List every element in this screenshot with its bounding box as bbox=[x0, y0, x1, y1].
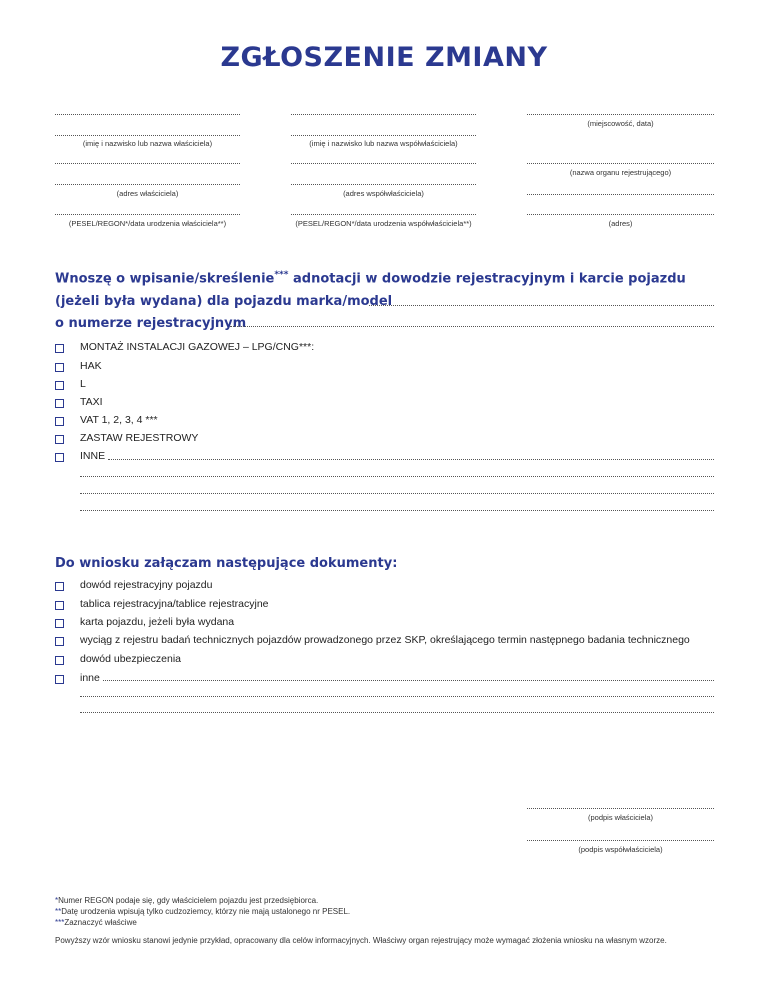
checkbox-hitch[interactable] bbox=[55, 363, 64, 372]
checkbox-inspection-extract[interactable] bbox=[55, 637, 64, 646]
option-taxi: TAXI bbox=[80, 396, 103, 408]
checkbox-gas-installation[interactable] bbox=[55, 344, 64, 353]
request-line3: o numerze rejestracyjnym bbox=[55, 316, 247, 331]
checkbox-vat[interactable] bbox=[55, 417, 64, 426]
coowner-signature-field[interactable] bbox=[527, 840, 714, 841]
owner-name-caption: (imię i nazwisko lub nazwa właściciela) bbox=[82, 139, 213, 148]
place-date-caption: (miejscowość, data) bbox=[587, 119, 654, 128]
checkbox-other-annotation[interactable] bbox=[55, 453, 64, 462]
option-l: L bbox=[80, 378, 86, 390]
checkbox-license-plates[interactable] bbox=[55, 601, 64, 610]
coowner-signature-caption: (podpis współwłaściciela) bbox=[578, 845, 663, 854]
checkbox-insurance[interactable] bbox=[55, 656, 64, 665]
checkbox-registered-pledge[interactable] bbox=[55, 435, 64, 444]
checkbox-vehicle-card[interactable] bbox=[55, 619, 64, 628]
option-gas-installation: MONTAŻ INSTALACJI GAZOWEJ – LPG/CNG***: bbox=[80, 341, 315, 353]
coowner-pesel-field[interactable] bbox=[291, 214, 476, 215]
authority-name-field[interactable] bbox=[527, 163, 714, 164]
other-annotation-field-line1[interactable] bbox=[108, 459, 714, 460]
option-other-annotation: INNE bbox=[80, 450, 106, 462]
owner-address-caption: (adres właściciela) bbox=[116, 189, 179, 198]
owner-name-field-line1[interactable] bbox=[55, 114, 240, 115]
request-line1: Wnoszę o wpisanie/skreślenie*** adnotacji w dowodzie rejestracyjnym i karcie pojazdu bbox=[55, 270, 686, 287]
option-hitch: HAK bbox=[80, 360, 102, 372]
footnote-mark-appropriate: ***Zaznaczyć właściwe bbox=[55, 918, 137, 927]
owner-signature-field[interactable] bbox=[527, 808, 714, 809]
other-attachment-field-line1[interactable] bbox=[103, 680, 714, 681]
other-attachment-field-line3[interactable] bbox=[80, 712, 714, 713]
coowner-address-caption: (adres współwłaściciela) bbox=[343, 189, 424, 198]
coowner-pesel-caption: (PESEL/REGON*/data urodzenia współwłaściciela**) bbox=[295, 219, 472, 228]
option-registered-pledge: ZASTAW REJESTROWY bbox=[80, 432, 199, 444]
form-title: ZGŁOSZENIE ZMIANY bbox=[220, 42, 548, 73]
checkbox-registration-certificate[interactable] bbox=[55, 582, 64, 591]
owner-pesel-field[interactable] bbox=[55, 214, 240, 215]
attachment-other: inne bbox=[80, 672, 100, 684]
checkbox-taxi[interactable] bbox=[55, 399, 64, 408]
coowner-address-field-line1[interactable] bbox=[291, 163, 476, 164]
footnote-birth-date: **Datę urodzenia wpisują tylko cudzoziemcy, którzy nie mają ustalonego nr PESEL. bbox=[55, 907, 351, 916]
authority-address-field-line2[interactable] bbox=[527, 214, 714, 215]
request-line2: (jeżeli była wydana) dla pojazdu marka/model bbox=[55, 294, 393, 309]
attachment-inspection-extract: wyciąg z rejestru badań technicznych pojazdów prowadzonego przez SKP, określającego termin następnego badania technicznego bbox=[80, 634, 690, 646]
authority-address-field-line1[interactable] bbox=[527, 194, 714, 195]
footnote-regon: *Numer REGON podaje się, gdy właścicielem pojazdu jest przedsiębiorca. bbox=[55, 896, 319, 905]
owner-address-field-line1[interactable] bbox=[55, 163, 240, 164]
coowner-name-field-line2[interactable] bbox=[291, 135, 476, 136]
other-attachment-field-line2[interactable] bbox=[80, 696, 714, 697]
option-vat: VAT 1, 2, 3, 4 *** bbox=[80, 414, 158, 426]
disclaimer: Powyższy wzór wniosku stanowi jedynie przykład, opracowany dla celów informacyjnych. Właściwy organ rejestrujący może wymagać złożenia wniosku na własnym wzorze. bbox=[55, 936, 667, 945]
authority-name-caption: (nazwa organu rejestrującego) bbox=[569, 168, 672, 177]
owner-pesel-caption: (PESEL/REGON*/data urodzenia właściciela**) bbox=[68, 219, 227, 228]
coowner-name-field-line1[interactable] bbox=[291, 114, 476, 115]
attachment-vehicle-card: karta pojazdu, jeżeli była wydana bbox=[80, 616, 235, 628]
owner-name-field-line2[interactable] bbox=[55, 135, 240, 136]
attachment-license-plates: tablica rejestracyjna/tablice rejestracyjne bbox=[80, 598, 269, 610]
attachment-registration-certificate: dowód rejestracyjny pojazdu bbox=[80, 579, 213, 591]
coowner-name-caption: (imię i nazwisko lub nazwa współwłaściciela) bbox=[309, 139, 458, 148]
other-annotation-field-line2[interactable] bbox=[80, 476, 714, 477]
checkbox-other-attachment[interactable] bbox=[55, 675, 64, 684]
coowner-address-field-line2[interactable] bbox=[291, 184, 476, 185]
make-model-field[interactable] bbox=[369, 305, 714, 306]
owner-signature-caption: (podpis właściciela) bbox=[587, 813, 654, 822]
other-annotation-field-line3[interactable] bbox=[80, 493, 714, 494]
authority-address-caption: (adres) bbox=[608, 219, 633, 228]
owner-address-field-line2[interactable] bbox=[55, 184, 240, 185]
attachments-heading: Do wniosku załączam następujące dokumenty: bbox=[55, 556, 398, 571]
attachment-insurance: dowód ubezpieczenia bbox=[80, 653, 181, 665]
registration-number-field[interactable] bbox=[230, 326, 714, 327]
other-annotation-field-line4[interactable] bbox=[80, 510, 714, 511]
place-date-field[interactable] bbox=[527, 114, 714, 115]
checkbox-l[interactable] bbox=[55, 381, 64, 390]
